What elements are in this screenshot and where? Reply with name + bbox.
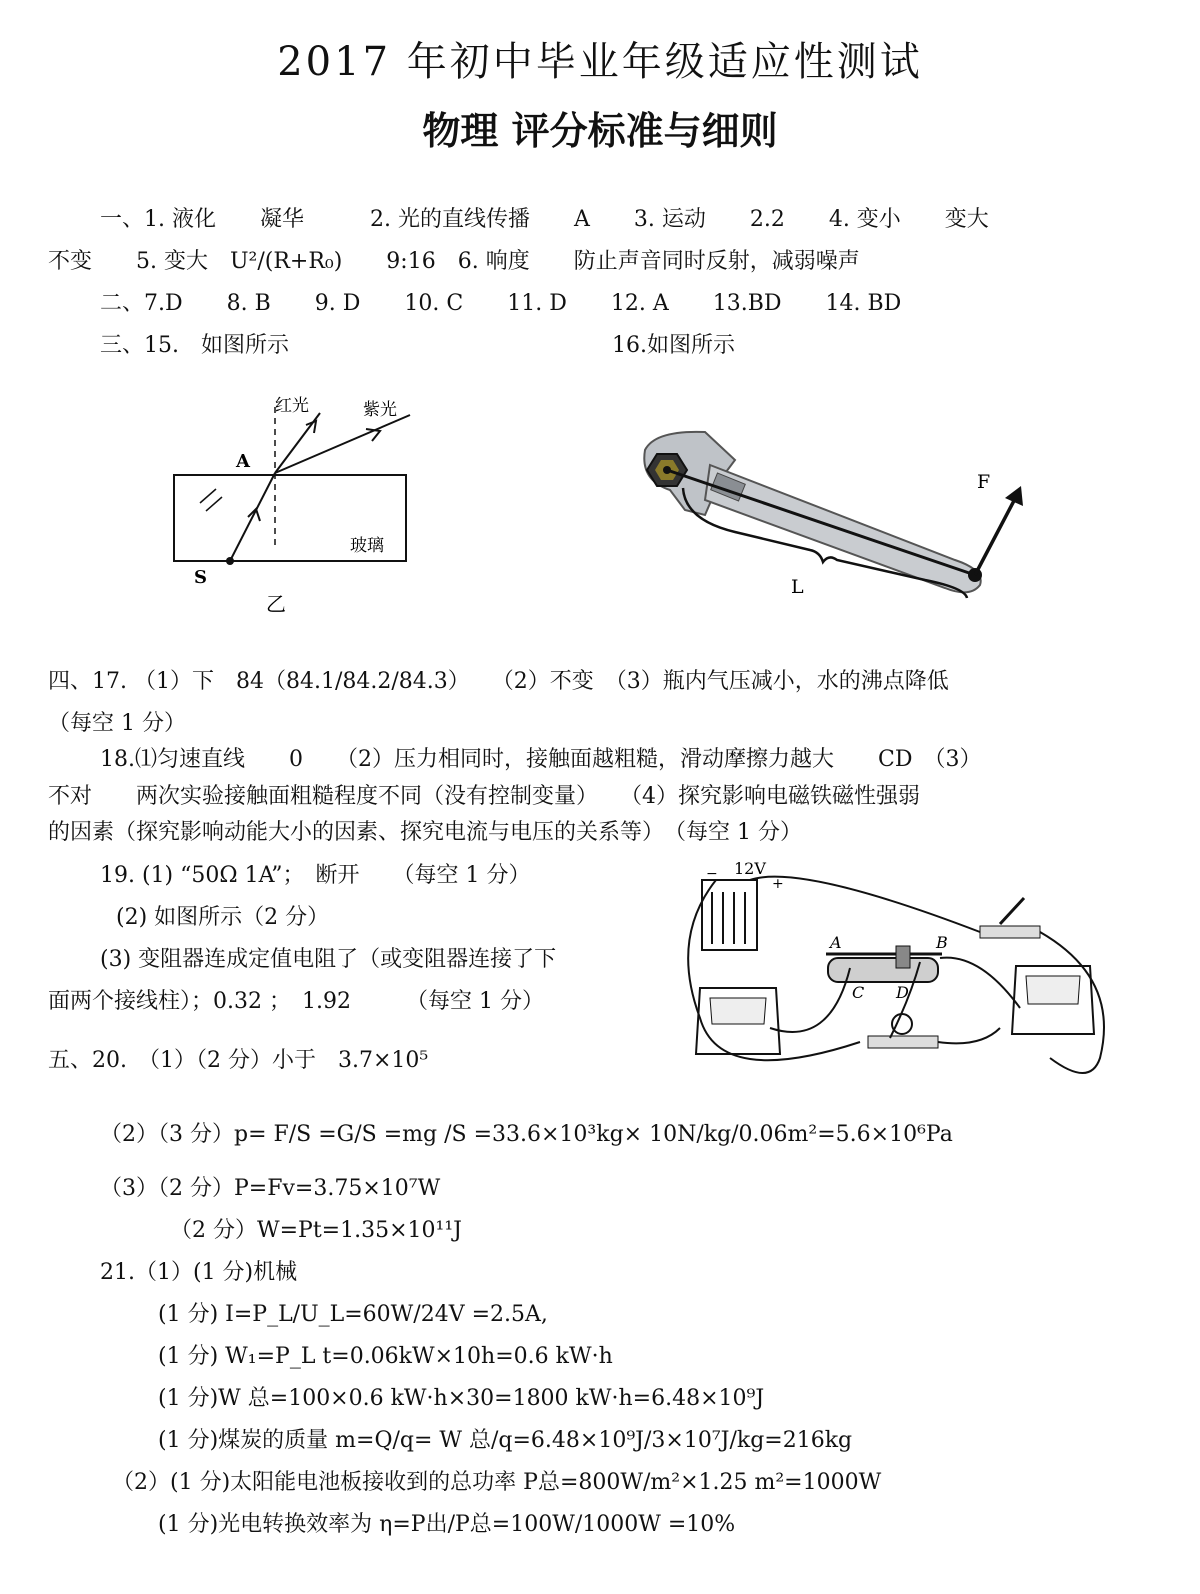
answer-line-24: (1 分)光电转换效率为 η=P出/P总=100W/1000W =10% [158,1512,736,1537]
ammeter-dial [710,998,766,1024]
answer-line-4b: 16.如图所示 [612,333,735,358]
rheostat-b-label: B [936,933,948,952]
answer-line-23: （2）(1 分)太阳能电池板接收到的总功率 P总=800W/m²×1.25 m²=1000W [112,1470,882,1495]
switch-lever [1000,898,1024,924]
answer-line-8: 不对 两次实验接触面粗糙程度不同（没有控制变量） （4）探究影响电磁铁磁性强弱 [48,784,921,809]
violet-ray [275,415,410,473]
answer-line-13: 面两个接线柱）；0.32 ； 1.92 （每空 1 分） [48,989,544,1014]
rheostat-body [828,958,938,982]
answer-line-17: （2 分）W=Pt=1.35×10¹¹J [170,1218,462,1243]
battery-plus-label: + [772,876,784,892]
answer-line-18: 21.（1）(1 分)机械 [100,1260,298,1285]
answer-line-20: (1 分) W₁=P_L t=0.06kW×10h=0.6 kW·h [158,1344,613,1369]
figure-19-circuit [680,858,1120,1094]
arm-label: L [791,576,804,598]
battery-body [702,880,757,950]
answer-line-9: 的因素（探究影响动能大小的因素、探究电流与电压的关系等） （每空 1 分） [48,820,802,845]
page-subtitle: 物理 评分标准与细则 [422,109,778,153]
answer-line-21: (1 分)W 总=100×0.6 kW·h×30=1800 kW·h=6.48×10⁹J [158,1386,765,1411]
glass-mark-2 [206,497,222,511]
answer-line-22: (1 分)煤炭的质量 m=Q/q= W 总/q=6.48×10⁹J/3×10⁷J/kg=216kg [158,1428,853,1453]
point-a-label: A [236,451,250,472]
lamp-bulb [892,1014,912,1034]
force-arrow-line [975,495,1017,575]
switch-base [980,926,1040,938]
figure-15-refraction [160,385,440,620]
answer-line-11: (2) 如图所示（2 分） [116,905,330,930]
answer-line-7: 18.⑴匀速直线 0 （2）压力相同时，接触面越粗糙，滑动摩擦力越大 CD （3） [100,747,982,772]
answer-line-4a: 三、15. 如图所示 [100,333,289,358]
voltmeter-dial [1026,976,1080,1004]
answer-line-15: （2）（3 分）p= F/S =G/S =mg /S =33.6×10³kg× 10N/kg/0.06m²=5.6×10⁶Pa [100,1122,953,1147]
red-light-label: 红光 [275,396,309,416]
answer-line-16: （3）（2 分）P=Fv=3.75×10⁷W [100,1176,441,1201]
rheostat-d-label: D [896,983,909,1002]
lamp-base [868,1036,938,1048]
answer-line-6: （每空 1 分） [48,711,186,736]
point-s-label: S [194,567,207,588]
answer-line-2: 不变 5. 变大 U²/(R+R₀) 9:16 6. 响度 防止声音同时反射，减弱噪声 [48,249,860,274]
rheostat-a-label: A [830,933,842,952]
rheostat-slider [896,946,910,968]
figure-16-wrench [625,420,1045,610]
page-title: 2017 年初中毕业年级适应性测试 [277,39,923,85]
answer-line-5: 四、17. （1）下 84（84.1/84.2/84.3） （2）不变 （3）瓶内气压减小，水的沸点降低 [48,669,949,694]
force-label: F [977,471,991,493]
point-s-dot [226,557,234,565]
violet-arrow [366,429,380,441]
answer-line-3: 二、7.D 8. B 9. D 10. C 11. D 12. A 13.BD 14. BD [100,291,902,316]
glass-mark-1 [200,489,216,503]
rheostat-c-label: C [852,983,865,1002]
answer-line-14: 五、20. （1）（2 分）小于 3.7×10⁵ [48,1048,429,1073]
figure-15-caption: 乙 [266,592,286,616]
violet-light-label: 紫光 [363,400,397,420]
battery-minus-label: − [706,866,718,882]
answer-line-12: (3) 变阻器连成定值电阻了（或变阻器连接了下 [100,947,557,972]
answer-line-19: (1 分) I=P_L/U_L=60W/24V =2.5A, [158,1302,548,1327]
battery-voltage-label: 12V [734,859,766,878]
incident-ray [230,473,275,561]
answer-line-1: 一、1. 液化 凝华 2. 光的直线传播 A 3. 运动 2.2 4. 变小 变大 [100,207,989,232]
answer-line-10: 19. (1) “50Ω 1A”； 断开 （每空 1 分） [100,863,531,888]
glass-label: 玻璃 [350,536,384,556]
